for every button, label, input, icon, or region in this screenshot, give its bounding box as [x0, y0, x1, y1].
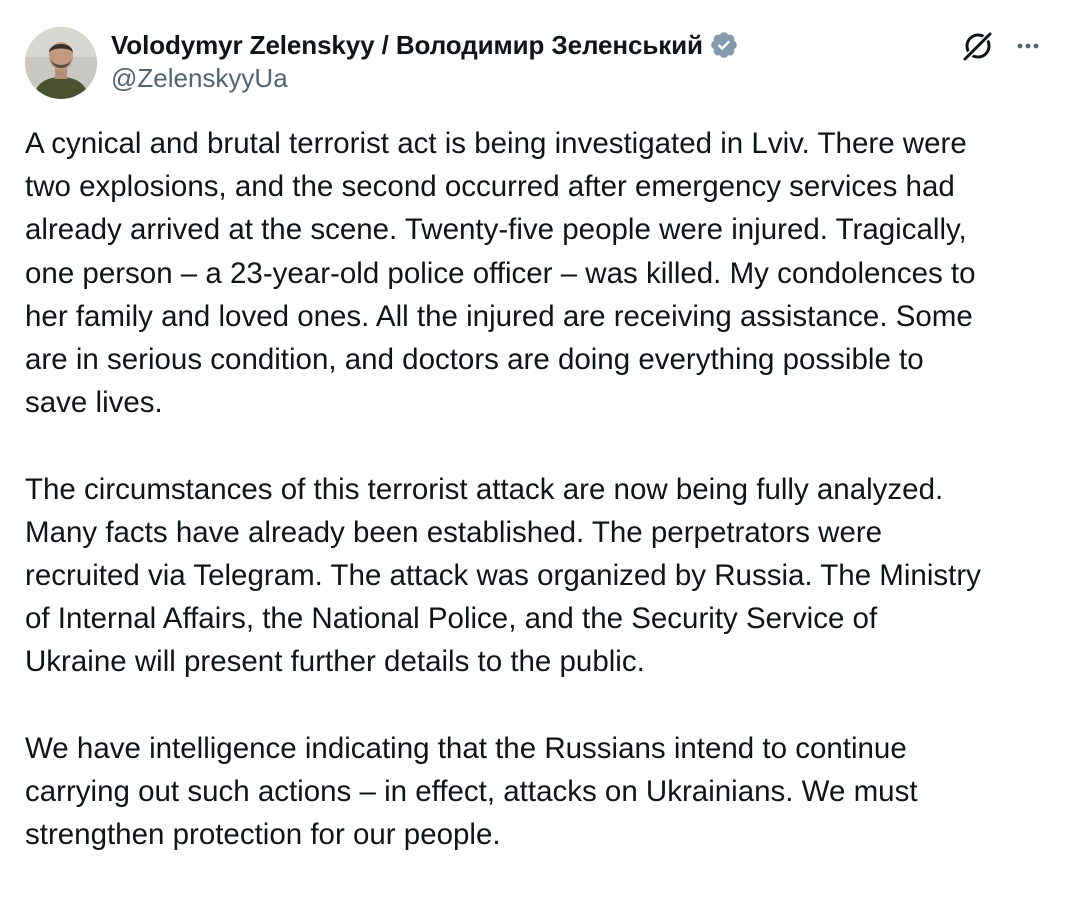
- grok-button[interactable]: [958, 26, 998, 66]
- tweet-line: strengthen protection for our people.: [25, 818, 501, 852]
- more-options-icon: [1013, 31, 1043, 61]
- tweet-line: save lives.: [25, 386, 163, 420]
- tweet-line: are in serious condition, and doctors are doing everything possible to: [25, 343, 924, 377]
- tweet-paragraph: [25, 468, 1075, 684]
- tweet-paragraph: [25, 122, 1075, 424]
- tweet-text: [25, 122, 1075, 900]
- tweet-paragraph: [25, 727, 1075, 857]
- tweet-line: of Internal Affairs, the National Police, and the Security Service of: [25, 602, 878, 636]
- tweet-line: The circumstances of this terrorist attack are now being fully analyzed.: [25, 472, 944, 506]
- more-options-button[interactable]: [1008, 26, 1048, 66]
- grok-icon: [960, 28, 996, 64]
- tweet-line: her family and loved ones. All the injured are receiving assistance. Some: [25, 299, 973, 333]
- tweet-line: already arrived at the scene. Twenty-five people were injured. Tragically,: [25, 213, 967, 247]
- tweet-line: We have intelligence indicating that the Russians intend to continue: [25, 731, 907, 765]
- tweet-line: carrying out such actions – in effect, attacks on Ukrainians. We must: [25, 775, 918, 809]
- tweet-line: two explosions, and the second occurred after emergency services had: [25, 170, 955, 204]
- author-name-row[interactable]: [111, 27, 739, 63]
- tweet-line: recruited via Telegram. The attack was organized by Russia. The Ministry: [25, 559, 981, 593]
- avatar[interactable]: [25, 27, 97, 99]
- tweet-line: Many facts have already been established. The perpetrators were: [25, 515, 883, 549]
- author-display-name[interactable]: Volodymyr Zelenskyy / Володимир Зеленський: [111, 29, 703, 60]
- author-handle[interactable]: @ZelenskyyUa: [111, 63, 288, 93]
- tweet-line: Ukraine will present further details to the public.: [25, 645, 645, 679]
- tweet-line: A cynical and brutal terrorist act is being investigated in Lviv. There were: [25, 127, 967, 160]
- profile-photo: [25, 27, 97, 99]
- verified-badge-icon[interactable]: [709, 30, 739, 60]
- tweet-line: one person – a 23-year-old police officer – was killed. My condolences to: [25, 256, 976, 290]
